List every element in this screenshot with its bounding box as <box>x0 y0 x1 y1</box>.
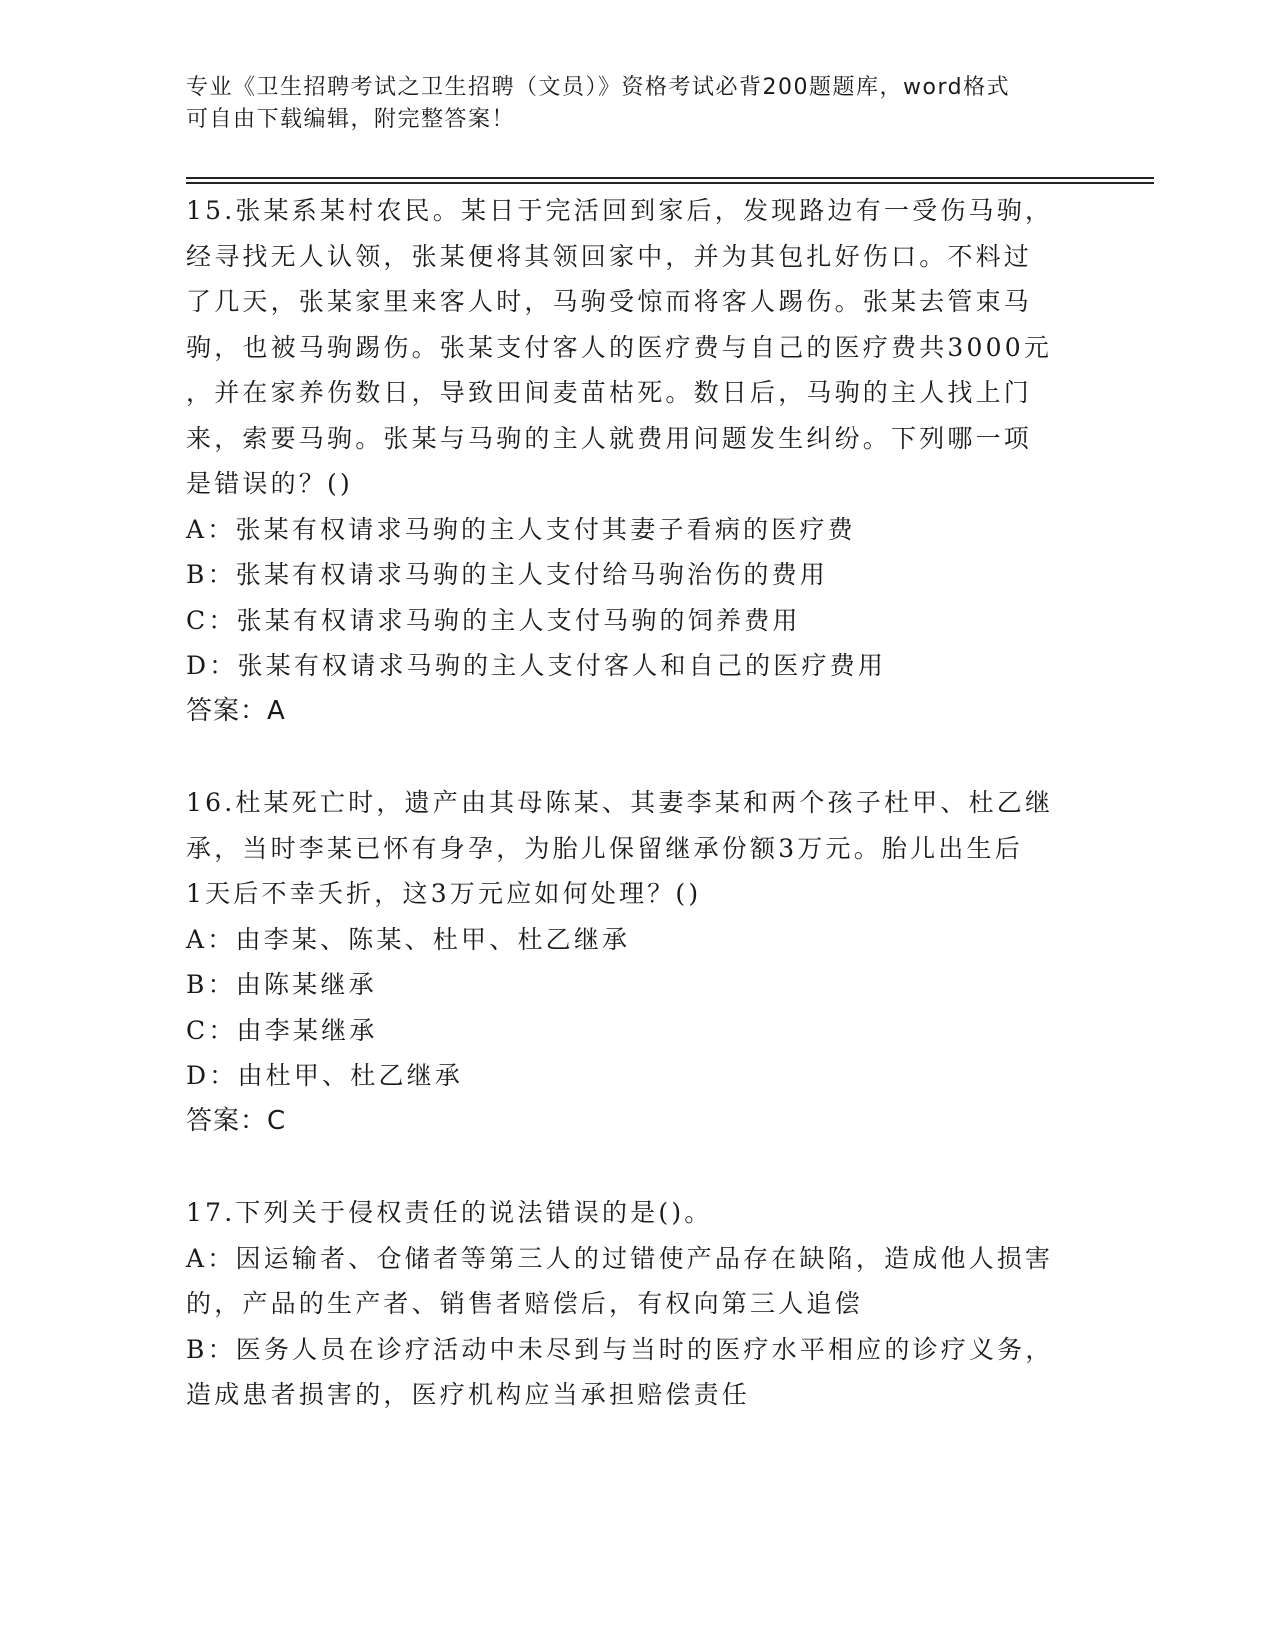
option-c: C：由李某继承 <box>186 1015 378 1045</box>
spacer <box>186 1144 1076 1190</box>
option-c: C：张某有权请求马驹的主人支付马驹的饲养费用 <box>186 605 801 635</box>
question-stem-line: 是错误的？() <box>186 469 353 498</box>
question-stem-line: 了几天，张某家里来客人时，马驹受惊而将客人踢伤。张某去管束马 <box>186 287 1033 316</box>
option-d: D：由杜甲、杜乙继承 <box>186 1061 464 1090</box>
question-stem-line: 承，当时李某已怀有身孕，为胎儿保留继承份额3万元。胎儿出生后 <box>186 833 1023 863</box>
question-stem-line: 来，索要马驹。张某与马驹的主人就费用问题发生纠纷。下列哪一项 <box>186 423 1033 453</box>
option-a-continued: 的，产品的生产者、销售者赔偿后，有权向第三人追偿 <box>186 1289 863 1318</box>
header-divider-bottom <box>186 182 1154 184</box>
option-b: B：医务人员在诊疗活动中未尽到与当时的医疗水平相应的诊疗义务， <box>186 1334 1054 1364</box>
header-line-2: 可自由下载编辑，附完整答案！ <box>186 107 516 132</box>
answer-label: 答案：C <box>186 1105 287 1136</box>
header-line-1: 专业《卫生招聘考试之卫生招聘（文员）》资格考试必背200题题库，word格式 <box>186 75 1011 100</box>
question-17 <box>186 1190 1076 1418</box>
question-15 <box>186 188 1076 734</box>
question-stem-line: 16.杜某死亡时，遗产由其母陈某、其妻李某和两个孩子杜甲、杜乙继 <box>186 788 1054 817</box>
question-stem-line: 15.张某系某村农民。某日于完活回到家后，发现路边有一受伤马驹， <box>186 196 1054 225</box>
option-b-continued: 造成患者损害的，医疗机构应当承担赔偿责任 <box>186 1380 751 1409</box>
question-stem-line: 17.下列关于侵权责任的说法错误的是()。 <box>186 1198 713 1227</box>
spacer <box>186 734 1076 780</box>
option-d: D：张某有权请求马驹的主人支付客人和自己的医疗费用 <box>186 651 887 680</box>
option-a: A：由李某、陈某、杜甲、杜乙继承 <box>186 924 631 954</box>
header-divider-top <box>186 177 1154 179</box>
question-stem-line: ，并在家养伤数日，导致田间麦苗枯死。数日后，马驹的主人找上门 <box>186 378 1033 407</box>
question-stem-line: 1天后不幸夭折，这3万元应如何处理？() <box>186 879 702 908</box>
question-stem-line: 经寻找无人认领，张某便将其领回家中，并为其包扎好伤口。不料过 <box>186 241 1033 271</box>
question-list <box>186 188 1076 1418</box>
document-header <box>186 72 1066 136</box>
answer-label: 答案：A <box>186 695 286 726</box>
question-stem-line: 驹，也被马驹踢伤。张某支付客人的医疗费与自己的医疗费共3000元 <box>186 332 1053 362</box>
option-b: B：张某有权请求马驹的主人支付给马驹治伤的费用 <box>186 560 828 589</box>
option-a: A：张某有权请求马驹的主人支付其妻子看病的医疗费 <box>186 514 856 544</box>
option-a: A：因运输者、仓储者等第三人的过错使产品存在缺陷，造成他人损害 <box>186 1243 1054 1273</box>
option-b: B：由陈某继承 <box>186 970 377 999</box>
question-16 <box>186 780 1076 1144</box>
